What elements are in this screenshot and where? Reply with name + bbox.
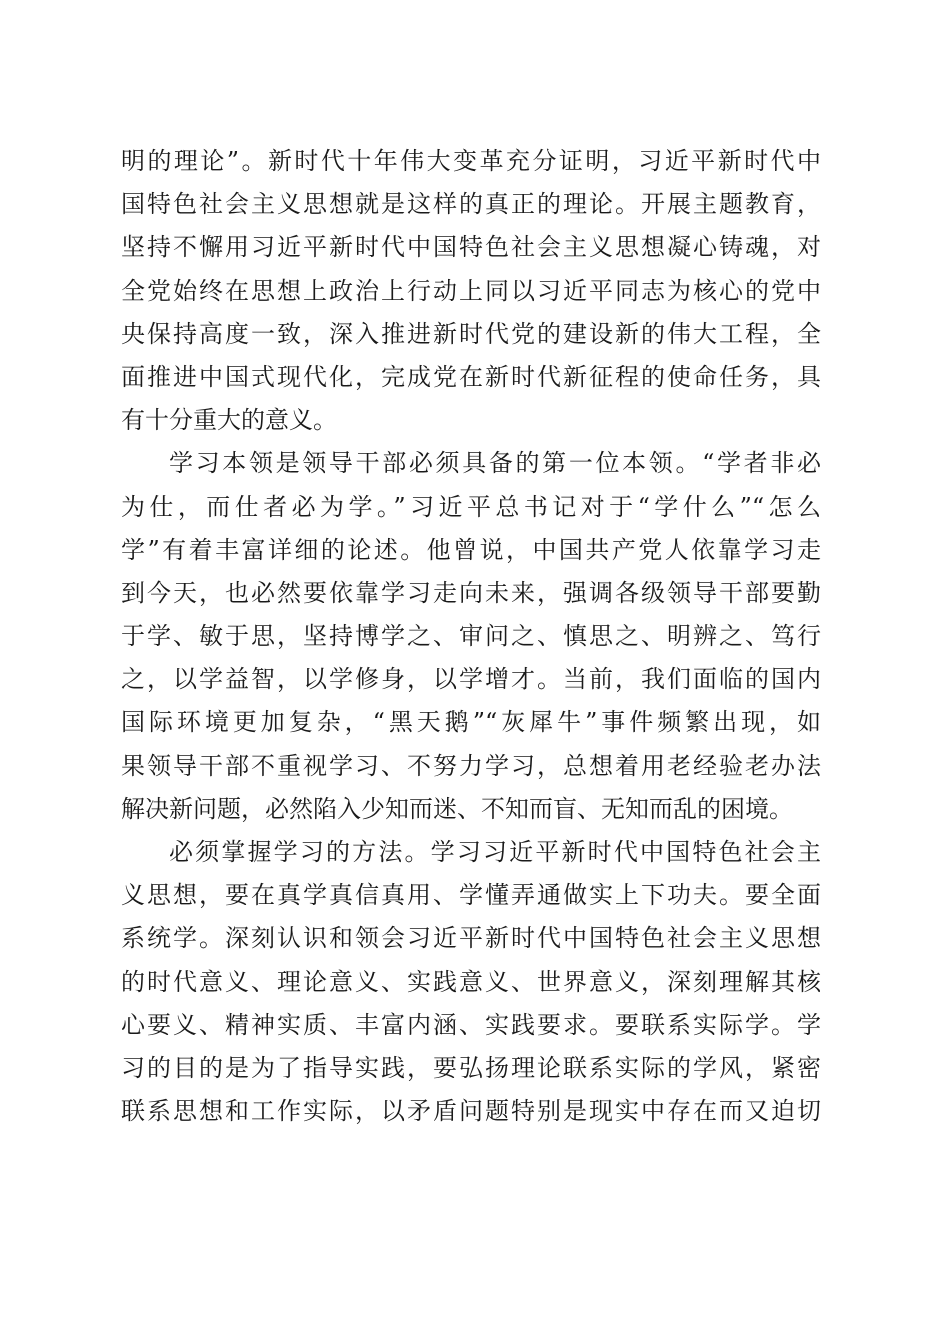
text-line: 习的目的是为了指导实践，要弘扬理论联系实际的学风，紧密 [121, 1053, 821, 1082]
text-line: 义思想，要在真学真信真用、学懂弄通做实上下功夫。要全面 [121, 881, 821, 910]
text-line: 心要义、精神实质、丰富内涵、实践要求。要联系实际学。学 [121, 1010, 821, 1039]
text-line: 有十分重大的意义。 [121, 406, 337, 435]
text-line: 于学、敏于思，坚持博学之、审问之、慎思之、明辨之、笃行 [121, 622, 821, 651]
text-line: 全党始终在思想上政治上行动上同以习近平同志为核心的党中 [121, 276, 821, 305]
text-line: 果领导干部不重视学习、不努力学习，总想着用老经验老办法 [121, 751, 821, 780]
text-line: 联系思想和工作实际，以矛盾问题特别是现实中存在而又迫切 [121, 1097, 821, 1126]
text-line: 为仕，而仕者必为学。”习近平总书记对于“学什么”“怎么 [121, 492, 821, 521]
text-line: 必须掌握学习的方法。学习习近平新时代中国特色社会主 [169, 838, 821, 866]
text-line: 国特色社会主义思想就是这样的真正的理论。开展主题教育， [121, 190, 821, 219]
text-line: 国际环境更加复杂，“黑天鹅”“灰犀牛”事件频繁出现，如 [121, 708, 821, 737]
text-line: 到今天，也必然要依靠学习走向未来，强调各级领导干部要勤 [121, 578, 821, 607]
text-line: 明的理论”。新时代十年伟大变革充分证明，习近平新时代中 [121, 147, 821, 175]
body-text [121, 140, 821, 1133]
text-line: 解决新问题，必然陷入少知而迷、不知而盲、无知而乱的困境。 [121, 794, 793, 823]
text-line: 的时代意义、理论意义、实践意义、世界意义，深刻理解其核 [121, 967, 821, 996]
text-line: 学”有着丰富详细的论述。他曾说，中国共产党人依靠学习走 [121, 535, 821, 564]
text-line: 坚持不懈用习近平新时代中国特色社会主义思想凝心铸魂，对 [121, 233, 821, 262]
paragraph [121, 831, 821, 1133]
text-line: 系统学。深刻认识和领会习近平新时代中国特色社会主义思想 [121, 924, 821, 953]
text-line: 央保持高度一致，深入推进新时代党的建设新的伟大工程，全 [121, 319, 821, 348]
text-line: 学习本领是领导干部必须具备的第一位本领。“学者非必 [169, 449, 821, 478]
text-line: 之，以学益智，以学修身，以学增才。当前，我们面临的国内 [121, 665, 821, 694]
text-line: 面推进中国式现代化，完成党在新时代新征程的使命任务，具 [121, 362, 821, 391]
paragraph [121, 140, 821, 442]
paragraph [121, 442, 821, 831]
